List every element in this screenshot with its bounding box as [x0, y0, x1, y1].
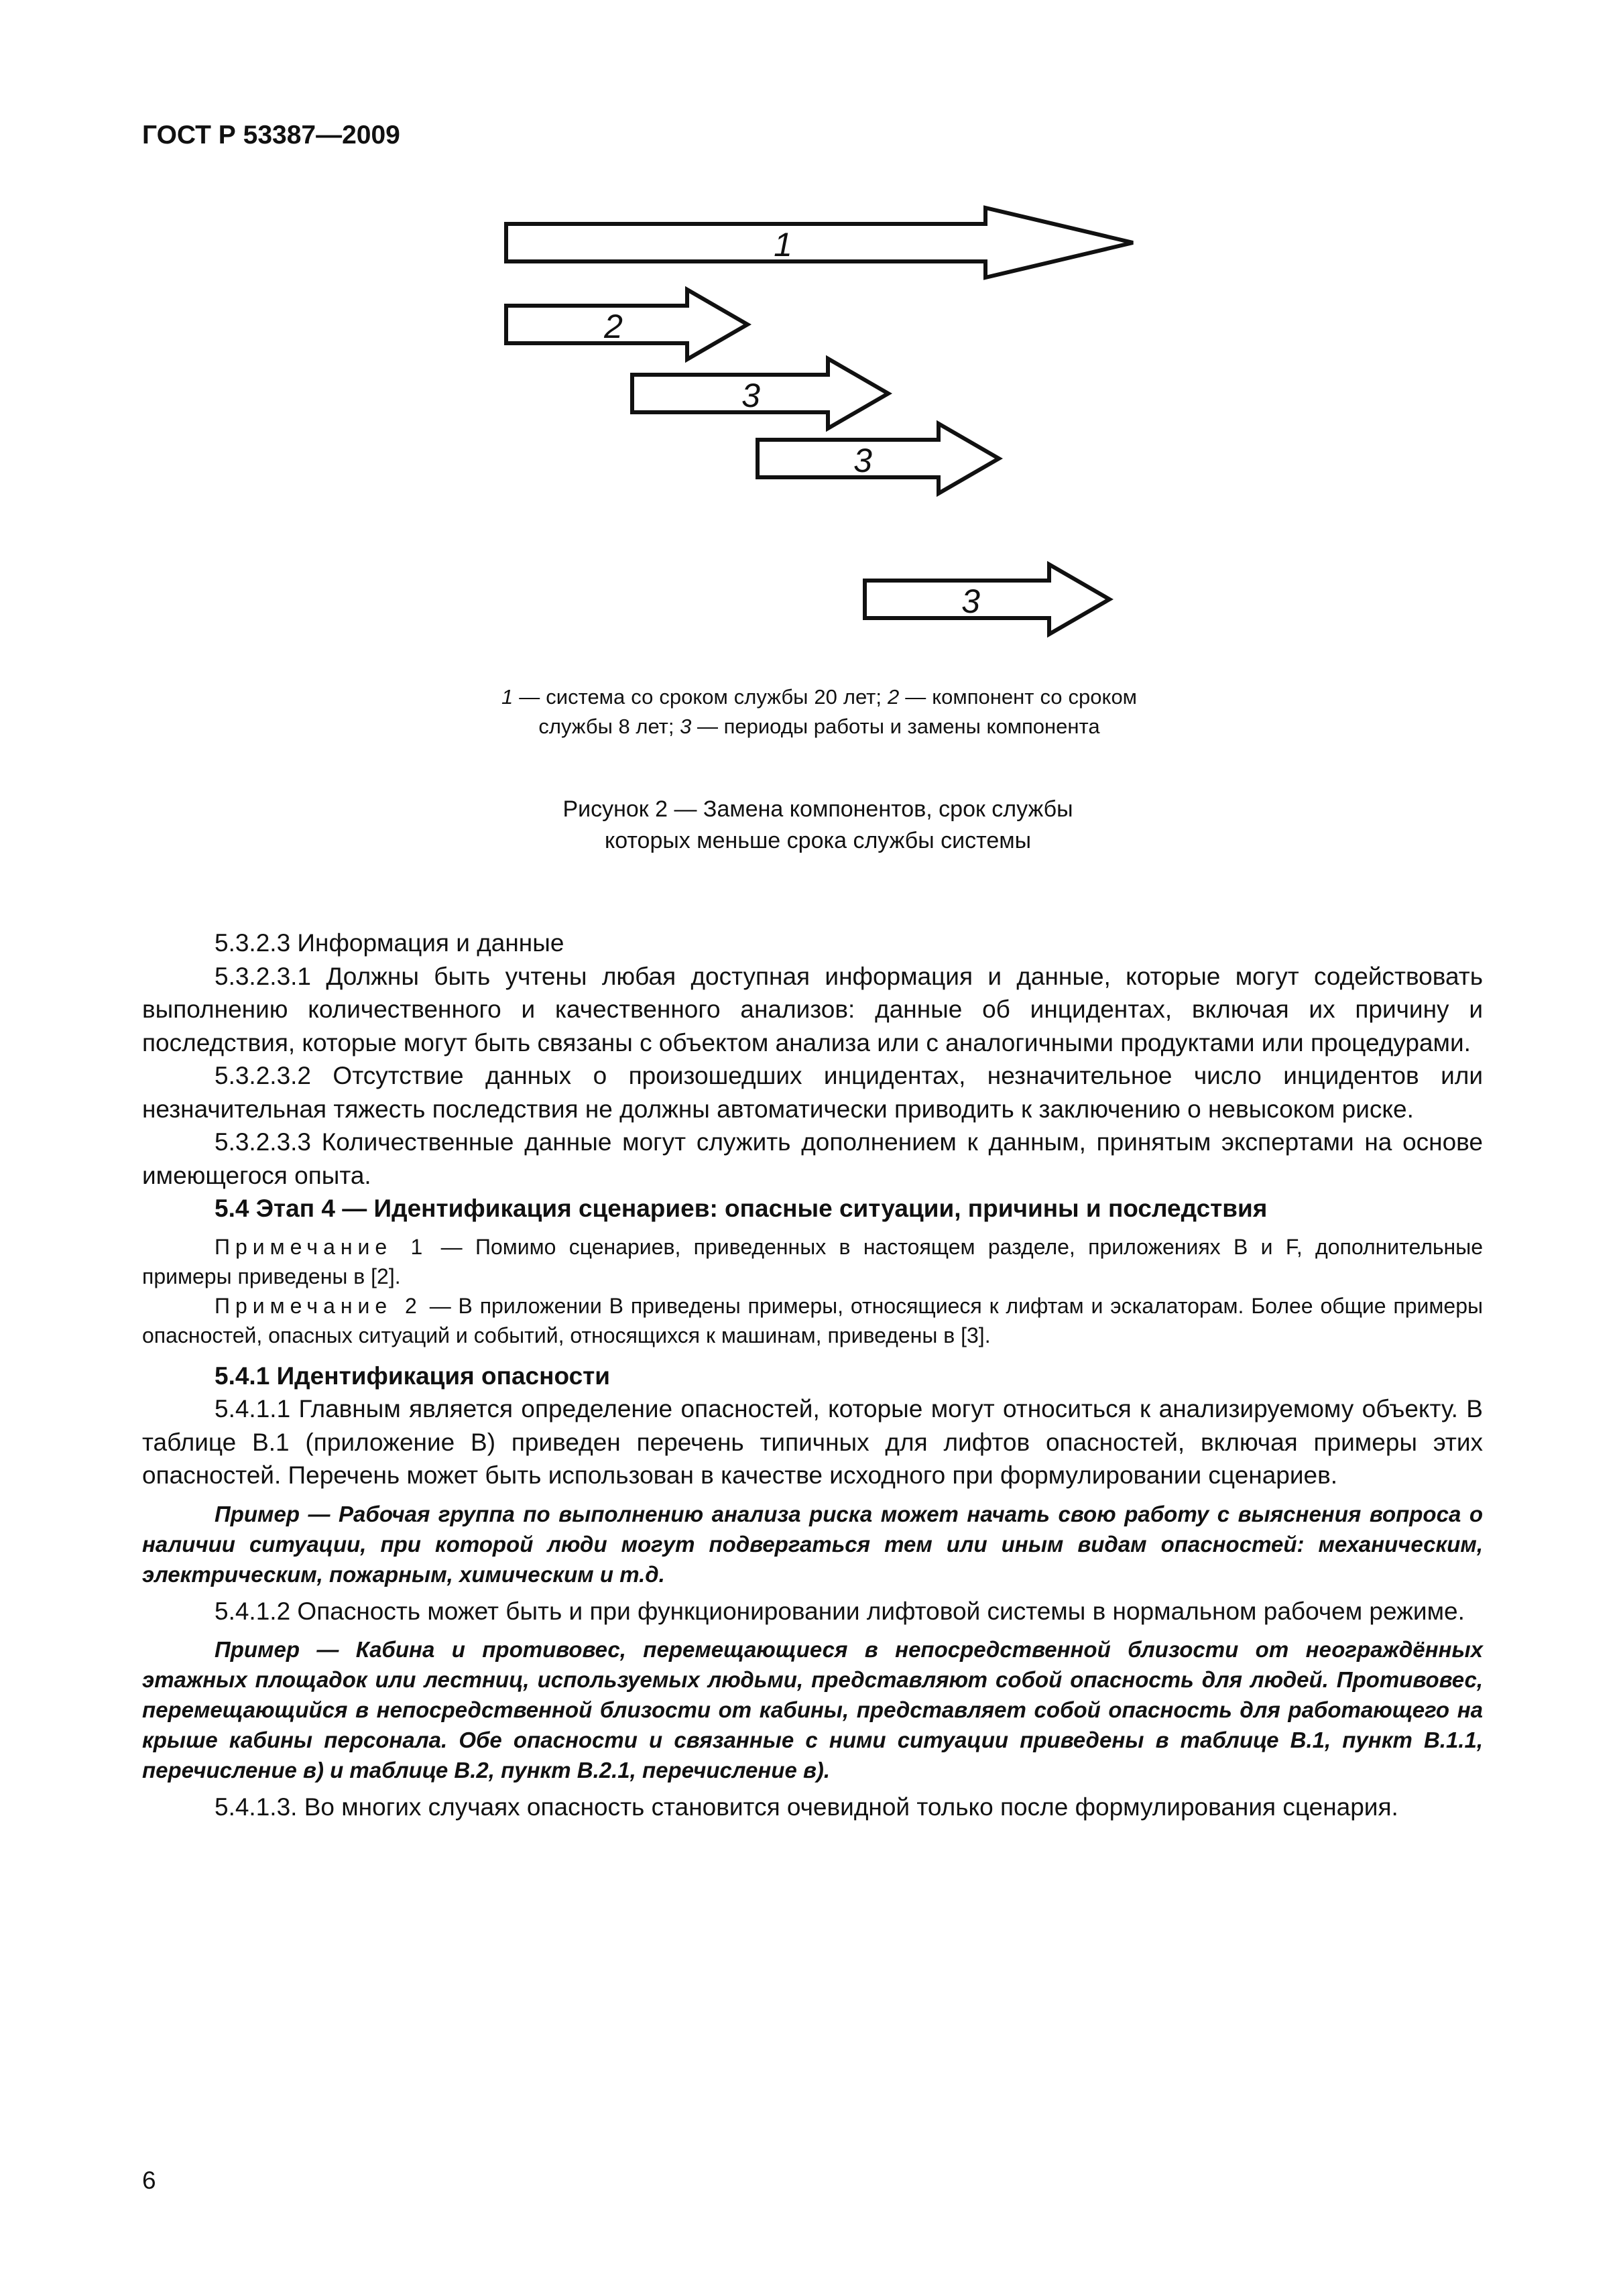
legend-text: — система со сроком службы 20 лет;: [513, 685, 888, 709]
note-label: Примечание 1: [215, 1234, 428, 1259]
example: Пример — Рабочая группа по выполнению анализа риска может начать свою работу с выяснения вопроса о наличии ситуации, при которой люди могут подвергаться тем или иным видам опасностей: механическим, электрическим, пожарным, химическим и т.д.: [142, 1501, 1483, 1587]
note-label: Примечание 2: [215, 1293, 422, 1318]
arrow-component-lifetime: [506, 290, 747, 359]
legend-key: 2: [888, 685, 900, 709]
legend-text: — периоды работы и замены компонента: [691, 715, 1100, 738]
figure-legend: [501, 682, 1137, 741]
legend-key: 3: [680, 715, 692, 738]
figure-caption: [469, 794, 1166, 857]
main-text: [142, 926, 1483, 1824]
document-header: ГОСТ Р 53387—2009: [142, 121, 400, 149]
page-number: 6: [142, 2167, 156, 2194]
paragraph: 5.4.1.3. Во многих случаях опасность становится очевидной только после формулирования сценария.: [215, 1793, 1398, 1821]
arrow-system-lifetime: [506, 208, 1133, 278]
note: [142, 1232, 1483, 1291]
caption-line: которых меньше срока службы системы: [604, 828, 1032, 853]
paragraph: 5.4.1.2 Опасность может быть и при функционировании лифтовой системы в нормальном рабочем режиме.: [215, 1597, 1465, 1625]
section-heading: 5.4 Этап 4 — Идентификация сценариев: опасные ситуации, причины и последствия: [215, 1195, 1268, 1222]
paragraph: 5.4.1.1 Главным является определение опасностей, которые могут относиться к анализируемому объекту. В таблице В.1 (приложение В) приведен перечень типичных для лифтов опасностей, включая примеры этих опасностей. Перечень может быть использован в качестве исходного при формулировании сценариев.: [142, 1395, 1483, 1489]
arrow-replacement-period: [865, 564, 1109, 634]
paragraph: 5.3.2.3.1 Должны быть учтены любая доступная информация и данные, которые могут содействовать выполнению количественного и качественного анализов: данные об инцидентах, включая их причину и последствия, которые могут быть связаны с объектом анализа или с аналогичными продуктами или процедурами.: [142, 962, 1483, 1056]
arrow-replacement-period: [632, 359, 888, 428]
arrow-replacement-period: [758, 424, 999, 493]
paragraph: 5.3.2.3 Информация и данные: [215, 929, 564, 957]
paragraph: 5.3.2.3.2 Отсутствие данных о произошедших инцидентах, незначительное число инцидентов или незначительная тяжесть последствия не должны автоматически приводить к заключению о невысоком риске.: [142, 1062, 1483, 1123]
arrow-label: 3: [741, 377, 760, 414]
example: Пример — Кабина и противовес, перемещающиеся в непосредственной близости от неограждённых этажных площадок или лестниц, используемых людьми, представляют собой опасность для людей. Противовес, перемещающийся в непосредственной близости от кабины, представляет собой опасность для работающего на крыше кабины персонала. Обе опасности и связанные с ними ситуации приведены в таблице В.1, пункт В.1.1, перечисление в) и таблице В.2, пункт В.2.1, перечисление в).: [142, 1637, 1483, 1783]
arrow-label: 1: [774, 226, 792, 263]
subsection-heading: 5.4.1 Идентификация опасности: [215, 1362, 611, 1390]
legend-key: 1: [501, 685, 514, 709]
note-text: — В приложении В приведены примеры, относящиеся к лифтам и эскалаторам. Более общие примеры опасностей, опасных ситуаций и событий, относящихся к машинам, приведены в [3].: [142, 1293, 1484, 1347]
arrow-label: 2: [604, 308, 623, 345]
arrow-label: 3: [853, 442, 872, 479]
caption-line: Рисунок 2 — Замена компонентов, срок службы: [562, 796, 1073, 822]
note: [142, 1291, 1483, 1350]
legend-text: — компонент со сроком службы 8 лет;: [538, 685, 1137, 738]
replacement-diagram: [0, 0, 1623, 670]
paragraph: 5.3.2.3.3 Количественные данные могут служить дополнением к данным, принятым экспертами на основе имеющегося опыта.: [142, 1128, 1483, 1189]
note-text: — Помимо сценариев, приведенных в настоящем разделе, приложениях В и F, дополнительные примеры приведены в [2].: [142, 1234, 1484, 1288]
arrow-label: 3: [961, 583, 980, 620]
